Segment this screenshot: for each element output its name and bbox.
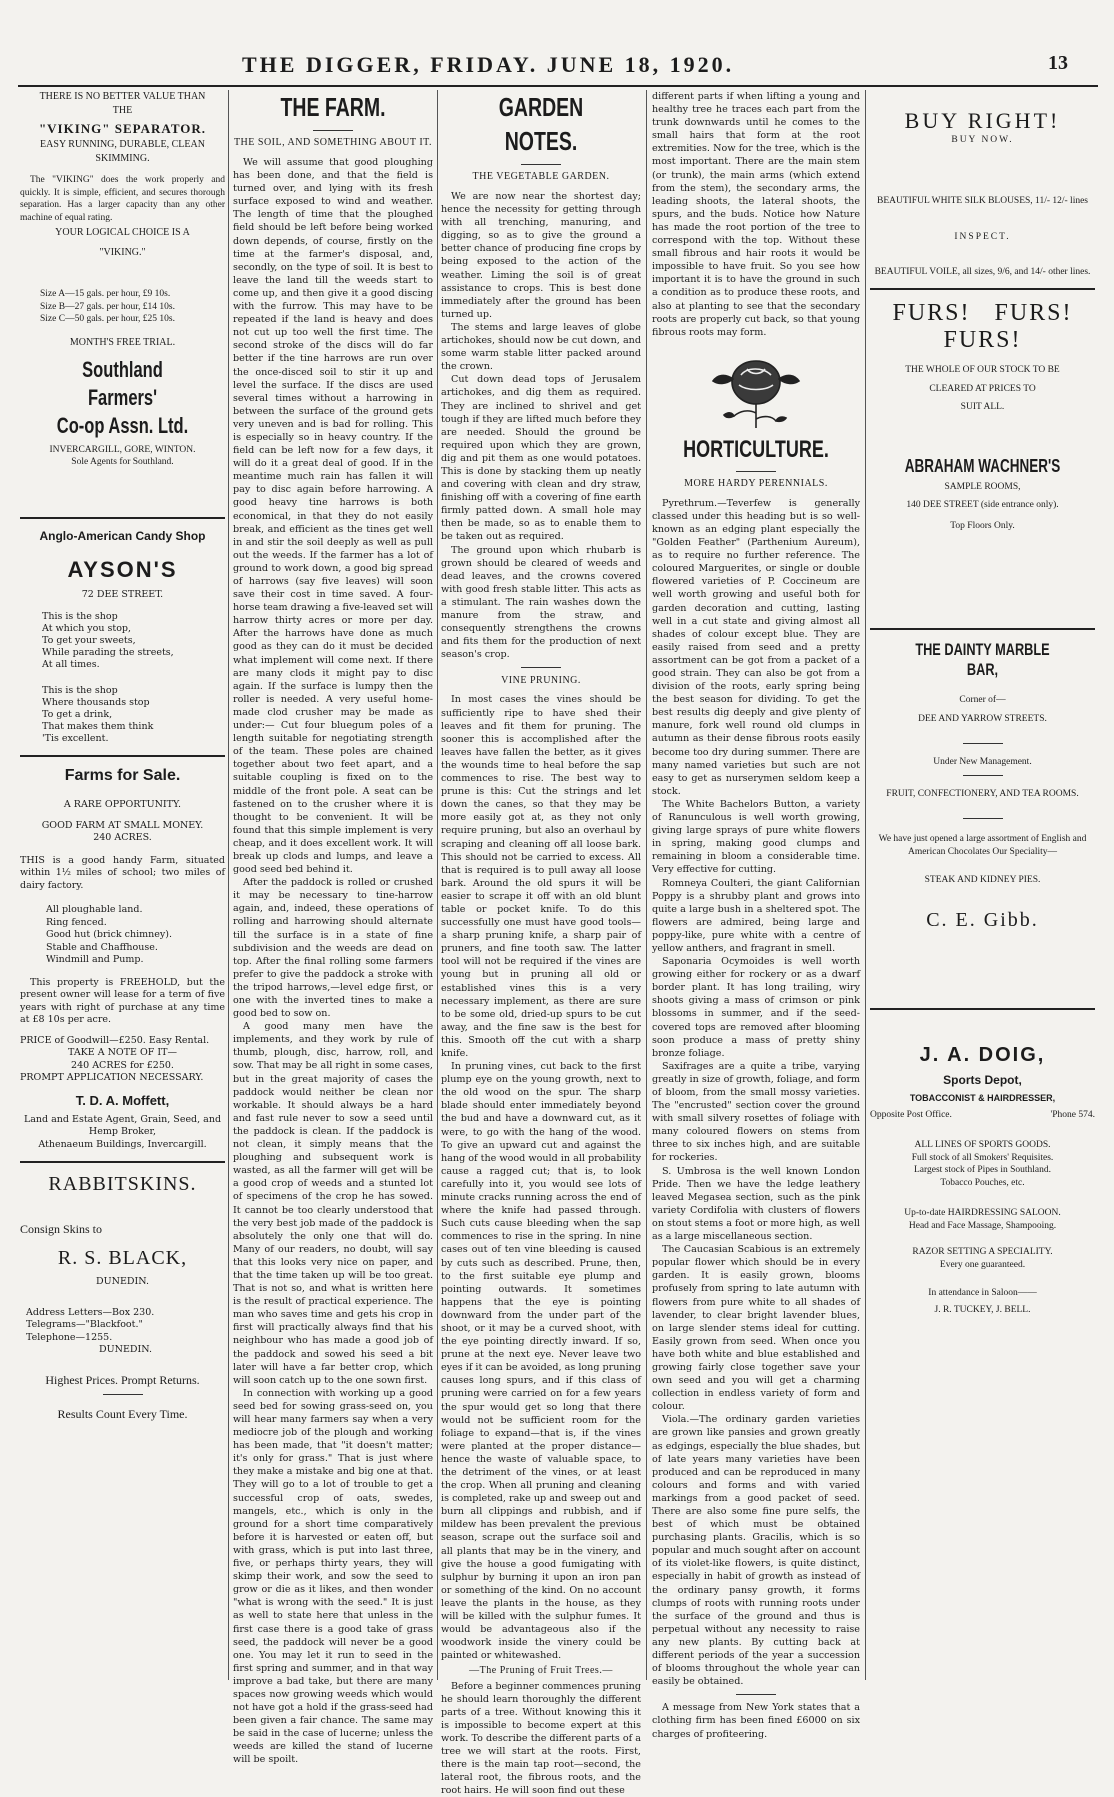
furs-ad: [870, 300, 1095, 532]
doig-razor: RAZOR SETTING A SPECIALITY.: [912, 1247, 1053, 1257]
viking-size-a: Size A—15 gals. per hour, £9 10s.: [40, 289, 171, 299]
column-ads-left: [20, 90, 225, 1680]
viking-company2: Co-op Assn. Ltd.: [56, 412, 189, 438]
furs-addr: 140 DEE STREET (side entrance only).: [906, 500, 1059, 510]
separator: [870, 1008, 1095, 1010]
column-divider: [865, 90, 866, 1680]
furs-line2: FURS!: [943, 327, 1022, 353]
vine-title: VINE PRUNING.: [501, 675, 581, 687]
farm-title: THE FARM.: [280, 92, 386, 122]
buyright-inspect: INSPECT.: [954, 232, 1011, 242]
doig-name: J. A. DOIG,: [919, 1043, 1046, 1066]
masthead: [0, 0, 1114, 86]
farms-opportunity: A RARE OPPORTUNITY.: [63, 799, 182, 810]
doig-attend: In attendance in Saloon——: [928, 1288, 1037, 1298]
viking-trial: MONTH'S FREE TRIAL.: [69, 336, 176, 348]
viking-ad: [20, 90, 225, 469]
rabbit-addr3: Telephone—1255.: [26, 1331, 113, 1343]
dainty-streets: DEE AND YARROW STREETS.: [918, 713, 1047, 724]
dainty-gibb: C. E. Gibb.: [926, 908, 1039, 931]
buy-right-ad: [870, 108, 1095, 278]
rabbitskins-ad: [20, 1173, 225, 1422]
buyright-voile: BEAUTIFUL VOILE, all sizes, 9/6, and 14/- other lines.: [874, 266, 1091, 277]
masthead-title: THE DIGGER, FRIDAY. JUNE 18, 1920.: [242, 52, 735, 77]
farms-agent: T. D. A. Moffett,: [75, 1092, 170, 1108]
doig-salon: Up-to-date HAIRDRESSING SALOON.: [904, 1208, 1061, 1218]
farms-freehold: This property is FREEHOLD, but the present owner will lease for a term of five years with right of purchase at any time at £8 10s per acre.: [20, 976, 225, 1025]
doig-massage: Head and Face Massage, Shampooing.: [908, 1220, 1057, 1231]
rabbit-addr4: DUNEDIN.: [99, 1344, 152, 1355]
dainty-title: THE DAINTY MARBLE BAR,: [915, 640, 1050, 679]
farms-price: PRICE of Goodwill—£250. Easy Rental.: [20, 1034, 210, 1046]
ayson-shop: Anglo-American Candy Shop: [39, 528, 206, 543]
farm-body: We will assume that good ploughing has been done, and that the field is turned over, and lying with its fresh surface exposed to wind and weather. The length of time that the ploughed field should be left before being worked down depends, of course, firstly on the time at the farmer's disposal, and, secondly, on the type of soil. It is best to leave the land till the weeds start to come up, and then give it a good discing with the furrow. This may have to be repeated if the land is heavy and does not cut up too well the first time. The second stroke of the discs will do far better if the tine harrows are run over the once-disced soil to stir it up and level the surface. If the discs are used several times without a harrowing in between the surface of the ground gets very uneven and is bad for rolling. This is especially so in heavy country. If the field can be left now for a few days, it will do it a great deal of good. If in the meantime much rain has fallen it will pay to disc again before harrowing. A good heavy tine harrows is both economical, in that they do not easily break, and efficient as the tines get well in and stir the soil deeply as well as pull out the weeds. If the farmer has a lot of ground to work down, a good big spread of harrows (say five leaves) will soon save their cost in time saved. A four-horse team drawing a five-leaved set will harrow thirty acres or more per day. After the harrows have done as much good as they can do it must be decided what implement will come next. If there are many clods it might pay to disc again. If the surface is lumpy then the roller is needed. A very useful home-made clod crusher may be made as under:— Cut four bluegum poles of a length suitable for negotiating strength of the team. These poles are chained together about two feet apart, and a suitable coupling is fixed on to the middle of the front pole. A seat can be fastened on to the crusher where it is thought to be convenient. It will be found that this simple implement is very cheap, and it does excellent work. It will break up clods and lumps, and leave a good seed bed behind it. After the paddock is rolled or crushed it may be necessary to tine-harrow again, and, indeed, these operations of rolling and harrowing should alternate till the surface is in a state of fine subdivision and the weeds are dead on top. After the final rolling some farmers prefer to give the paddock a stroke with the tripod harrows,—level edge first, or one with the inverted tines to make a good bed to sow on. A good many men have the implements, and they work by rule of thumb, plough, disc, harrow, roll, and sow. That may be all right in some cases, but in the great majority of cases the paddock would neither be clean nor workable. It should always be a hard and fast rule never to sow a seed until the paddock is clean. If the paddock is not clean, it simply means that the ploughing and subsequent work is wasted, as all the farmer will get will be a good crop of weeds and a stunted lot of specimens of the crop he has sowed. It cannot be too clearly understood that the very best job made of the paddock is absolutely the only one that will do. Many of our readers, no doubt, will say that this looks very nice on paper, and that the time taken up will be too great. That is not so, and what is written here is the result of practical experience. The man who saves time and gets his crop in first will practically always find that his neighbour who has made a good job of the paddock and sowed his seed a bit later will have a far better crop, which will soon catch up to the one sown first. In connection with working up a good seed bed for sowing grass-seed on, you will hear many farmers say when a very mediocre job of the plough and working has been made, that "it doesn't matter; it's only for grass." That is just where they make a mistake and big one at that. They will go to a lot of trouble to get a successful crop of oats, swedes, mangels, etc., which is only in the ground for a short time comparatively before it is harvested or eaten off, but with grass, which is put into last three, five, or perhaps thirty years, they will skimp their work, and sow the seed to grow or die as it likes, and then wonder "what is wrong with the seed." It is just as well to state here that unless in the first case there is a good take of grass seed, the paddock will never be a good one. You may let it run to seed in the first spring and summer, and in that way improve a bad take, but there are many spaces now growing weeds which would not have got a hold if the grass-seed had been given a fair chance. The same may be said in the case of lucerne; unless the weeds are killed the stand of lucerne will be spoilt.: [233, 157, 433, 1766]
doig-opp: Opposite Post Office.: [870, 1109, 952, 1120]
ayson-name: AYSON'S: [67, 556, 178, 582]
furs-body2: CLEARED AT PRICES TO: [929, 383, 1036, 394]
dainty-steak: STEAK AND KIDNEY PIES.: [924, 875, 1041, 885]
horti-subtitle: MORE HARDY PERENNIALS.: [684, 477, 828, 489]
doig-guarantee: Every one guaranteed.: [939, 1259, 1026, 1270]
farms-prompt: PROMPT APPLICATION NECESSARY.: [20, 1072, 204, 1083]
viking-choice2: "VIKING.": [99, 247, 146, 258]
farms-intro: THIS is a good handy Farm, situated within 1½ miles of school; two miles of dairy factory.: [20, 854, 225, 891]
doig-stock: Full stock of all Smokers' Requisites.: [911, 1152, 1054, 1163]
ayson-ad: [20, 529, 225, 746]
rabbit-consign: Consign Skins to: [20, 1222, 103, 1236]
separator: [20, 517, 225, 519]
viking-line2: THE: [112, 105, 133, 116]
furs-body1: THE WHOLE OF OUR STOCK TO BE: [905, 365, 1060, 375]
ayson-verse-2: This is the shop Where thousands stop To get a drink, That makes them think 'Tis excellent.: [42, 685, 154, 744]
garden-body: We are now near the shortest day; hence the necessity for getting through with all trenching, manuring, and digging, so as to give the ground a better chance of producing fine crops by being exposed to the action of the weather. Liming the soil is of great assistance to crops. This is best done immediately after the ground has been turned up. The stems and large leaves of globe artichokes, should now be cut down, and some warm stable litter packed around the crown. Cut down dead tops of Jerusalem artichokes, and dig them as required. They are inclined to shrivel and get tough if they are lifted much before they are needed. Should the ground be required upon which they are grown, dig and pit them as one would potatoes. This is done by stacking them up neatly and covering with clean and dry straw, finishing off with a covering of fine earth firmly patted down. A small hole may then be made, so as to enable them to be taken out as required. The ground upon which rhubarb is grown should be cleared of weeds and dead leaves, and the crowns covered with good fresh stable litter. This acts as a stimulant. The rain washes down the manure from the straw, and consequently strengthens the crowns and fits them for the production of next season's crop. VINE PRUNING. In most cases the vines should be sufficiently ripe to have shed their leaves and fit them for pruning. The sooner this is accomplished after the leaves have fallen the better, as it gives the wounds time to heal before the sap commences to rise. The best way to prune is this: Cut the strings and let down the canes, so that they may be more easily got at, as they not only require pruning, but also an overhaul by scraping and cleaning off all loose bark. This should not be carried to excess. All that is required is to pull away all loose bark. Around the old spurs it will be easier to scrape it off with an old blunt table or pocket knife. To do this successfully one must have good tools—a sharp pruning knife, a sharp pair of pruners, and fine tooth saw. The latter tool will not be required if the vines are young but in pruning all old or established vines this is a very necessary implement, as there are sure to be some old, dried-up spurs to be cut away, and the fine saw is the best for this. Smooth off the cut with a sharp knife. In pruning vines, cut back to the first plump eye on the young growth, next to the old wood on the spur. The sharp blade should enter immediately beyond the bud and have a downward cut, as it were, to go with the hang of the wood. To give an upward cut and against the hang of the wood would in all probability cause a ragged cut; that is, to look carefully into it, you would see lots of minute cracks running across the end of where the knife had passed through. Such cuts cause bleeding when the sap commences to rise in the spring. In nine cases out of ten vine bleeding is caused by cuts such as described. Prune, then, to the first suitable eye plump and pointing outwards. It sometimes happens that the eye is pointing downward from the under part of the shoot, or it may be a curved shoot, with the eye pointing directly inward. If so, prune at the next eye. Never leave two eyes if it can be avoided, as long pruning causes long spurs, and if this class of pruning were carried on for a few years the spur would get so long that there would not be sufficient room for the foliage to expand—that is, if the vines were planted at the proper distance—hence the waste of valuable space, to the detriment of the vines, or at least the crop. When all pruning and cleaning is completed, rake up and sweep out and burn all clippings and rubbish, and if mildew has been prevalent the previous season, scrape out the surface soil and all plants that may be in the vinery, and give the house a good fumigating with sulphur by burning it upon an iron pan or something of the kind. On no account leave the plants in the house, as they will be killed with the sulphur fumes. It would be advantageous also if the woodwork inside the vinery could be painted or whitewashed. —The Pruning of Fruit Trees.— Before a beginner commences pruning he should learn thoroughly the different parts of a tree. Without knowing this it is impossible to become expert at this work. To describe the different parts of a tree we will start at the roots. First, there is the main tap root—second, the lateral root, the fibrous roots, and the root hairs. He will soon find out these: [441, 191, 642, 1797]
doig-pipes: Largest stock of Pipes in Southland.: [913, 1165, 1052, 1175]
viking-line3: EASY RUNNING, DURABLE, CLEAN SKIMMING.: [40, 139, 205, 164]
furs-floors: Top Floors Only.: [950, 520, 1015, 531]
horti-continued: different parts if when lifting a young and healthy tree he traces each part from the trunk downwards until he comes to the small hairs that form at the root extremities. Now for the tree, which is the most important. There are the main stem (or trunk), the main arms (which extend from the stem), the secondary arms, the leading shoots, the lateral shoots, the spurs, and the buds. Notice how Nature has made the root portion of the tree to correspond with the top. Without these small fibrous and hair roots it would be impossible to have fruit. So you see how important it is to have the ground in such a condition as to produce these roots, and also at planting to see that the secondary roots are properly cut back, so that young fibrous roots may form.: [652, 91, 860, 338]
rabbit-slogan2: Results Count Every Time.: [57, 1406, 188, 1421]
dainty-corner: Corner of—: [959, 695, 1006, 705]
separator: [870, 288, 1095, 290]
viking-towns: INVERCARGILL, GORE, WINTON.: [49, 444, 196, 455]
dainty-mgmt: Under New Management.: [933, 757, 1032, 767]
farm-subtitle: THE SOIL, AND SOMETHING ABOUT IT.: [233, 137, 433, 148]
column-divider: [437, 90, 438, 1680]
farms-title: Farms for Sale.: [64, 767, 181, 784]
doig-all: ALL LINES OF SPORTS GOODS.: [914, 1140, 1051, 1150]
dainty-fruit: FRUIT, CONFECTIONERY, AND TEA ROOMS.: [886, 788, 1079, 799]
rabbit-addr2: Telegrams—"Blackfoot.": [26, 1319, 143, 1330]
doig-depot: Sports Depot,: [943, 1072, 1022, 1087]
column-garden-notes: [441, 90, 642, 1797]
buyright-title: BUY RIGHT!: [904, 108, 1061, 133]
rabbit-title: RABBITSKINS.: [48, 1173, 197, 1195]
buyright-sub: BUY NOW.: [951, 135, 1014, 145]
rabbit-slogan1: Highest Prices. Prompt Returns.: [45, 1372, 200, 1387]
dainty-ad: [870, 640, 1095, 932]
doig-ad: [870, 1044, 1095, 1317]
farms-agent-desc: Land and Estate Agent, Grain, Seed, and Hemp Broker,: [23, 1113, 222, 1137]
column-horticulture: [652, 90, 861, 1740]
furs-rooms: SAMPLE ROOMS,: [944, 481, 1021, 492]
separator: [20, 755, 225, 757]
viking-choice1: YOUR LOGICAL CHOICE IS A: [55, 227, 190, 238]
separator: [870, 628, 1095, 630]
rose-illustration: [652, 349, 860, 435]
farms-agent-addr: Athenaeum Buildings, Invercargill.: [38, 1138, 207, 1150]
doig-pouches: Tobacco Pouches, etc.: [940, 1177, 1025, 1188]
fruit-title: —The Pruning of Fruit Trees.—: [469, 1665, 613, 1677]
farms-note2: 240 ACRES for £250.: [71, 1059, 174, 1071]
farms-line: GOOD FARM AT SMALL MONEY.: [41, 819, 204, 831]
ayson-street: 72 DEE STREET.: [81, 588, 164, 600]
buyright-blouses: BEAUTIFUL WHITE SILK BLOUSES, 11/- 12/- lines: [876, 195, 1088, 206]
masthead-rule: [18, 85, 1098, 87]
horti-title: HORTICULTURE.: [683, 435, 829, 463]
farms-note: TAKE A NOTE OF IT—: [68, 1047, 177, 1058]
column-the-farm: [233, 90, 433, 1766]
viking-size-c: Size C—50 gals. per hour, £25 10s.: [40, 314, 175, 324]
viking-line1: THERE IS NO BETTER VALUE THAN: [39, 91, 206, 102]
doig-phone: 'Phone 574.: [1050, 1109, 1095, 1120]
garden-subtitle: THE VEGETABLE GARDEN.: [472, 171, 610, 182]
furs-body3: SUIT ALL.: [960, 402, 1005, 412]
garden-title: GARDEN NOTES.: [498, 92, 584, 156]
viking-body: The "VIKING" does the work properly and quickly. It is simple, efficient, and secures thorough separation. Has a larger capacity than any other machine of equal rating.: [20, 175, 225, 223]
column-divider: [228, 90, 229, 1680]
doig-names: J. R. TUCKEY, J. BELL.: [934, 1304, 1031, 1315]
viking-size-b: Size B—27 gals. per hour, £14 10s.: [40, 301, 175, 312]
horti-body: Pyrethrum.—Teverfew is generally classed under this heading but is so well-known as an edging plant especially the "Golden Feather" (Parthenium Aureum), as to require no further reference. The coloured Marguerites, or single or double flowered varieties of P. Coccineum are well worth growing and useful both for garden decoration and cutting, lasting well in a cut state and giving almost all shades of colour except blue. They are easily raised from seed and a pretty assortment can be got from a packet of a good strain. They can also be got from a division of the roots, early spring being the best season for dividing. To get the best results dig deeply and give plenty of manure, fork well round old clumps in autumn as their dense fibrous roots easily become too dry during summer. There are many named varieties but such are not easy to get as nurserymen seldom keep a stock. The White Bachelors Button, a variety of Ranunculous is well worth growing, giving large sprays of pure white flowers in spring, making good clumps and remaining in bloom a considerable time. Very effective for cutting. Romneya Coulteri, the giant Californian Poppy is a shrubby plant and grows into quite a large bush in a sheltered spot. The flowers are admired, being large and poppy-like, pure white with a centre of yellow anthers, and fragrant in smell. Saponaria Ocymoides is well worth growing either for rockery or as a dwarf border plant. It has long trailing, wiry shoots giving a mass of crimson or pink blossoms in summer, and if the seed-covered tops are removed after blooming soon produce a mass of pretty shiny bronze foliage. Saxifrages are a quite a tribe, varying greatly in size of growth, foliage, and form of bloom, from the small mossy varieties. The "encrusted" section cover the ground with small silvery rosettes of foliage with many coloured flowers on stems from three to six inches high, and are suitable for rockeries. S. Umbrosa is the well known London Pride. Then we have the ledge leathery leaved Megasea section, such as the pink variety Cordifolia with clusters of flowers on stout stems a foot or more high, as well as a large miscellaneous section. The Caucasian Scabious is an extremely popular flower which should be in every garden. It is easily grown, blooms profusely from spring to late autumn with flowers from pure white to all shades of lavender, to clear bright lavender blues, on large slender stems ideal for cutting. Easily grown from seed. When once you have both white and blue established and growing fairly close together save your own seed and you will get a charming collection in endless variety of form and colour. Viola.—The ordinary garden varieties are grown like pansies and grown greatly as edgings, especially the blue shades, but of late years many varieties have been produced and can be reproduced in many colours and forms and with varied markings from a good packet of seed. There are also some fine pure selfs, the best of which must be obtained purchasing plants. Gracilis, which is so popular and much sought after on account of its violet-like flowers, is quite distinct, especially in habit of growth as instead of the ordinary pansy growth, it forms clumps of roots with running roots under the surface of the ground and thus is perpetual without any necessity to raise any new plants. By cutting back at different periods of the year a succession of blooms throughout the whole year can easily be obtained. A message from New York states that a clothing firm has been fined £6000 on six charges of profiteering.: [652, 497, 861, 1740]
rabbit-city: DUNEDIN.: [96, 1276, 149, 1287]
furs-name: ABRAHAM WACHNER'S: [904, 455, 1061, 476]
ayson-verse-1: This is the shop At which you stop, To get your sweets, While parading the streets, At all times.: [42, 611, 174, 670]
farms-ad: Farms for Sale. A RARE OPPORTUNITY. GOOD FARM AT SMALL MONEY. 240 ACRES. THIS is a good handy Farm, situated within 1½ miles of school; two miles of dairy factory. All ploughable land. Ring fenced. Good hut (brick chimney). Stable and Chaffhouse. Windmill and Pump. This property is FREEHOLD, but the present owner will lease for a term of five years with right of purchase at any time at £8 10s per acre. PRICE of Goodwill—£250. Easy Rental. TAKE A NOTE OF IT— 240 ACRES for £250. PROMPT APPLICATION NECESSARY. T. D. A. Moffett, Land and Estate Agent, Grain, Seed, and Hemp Broker, Athenaeum Buildings, Invercargill.: [20, 767, 225, 1150]
doig-trade: TOBACCONIST & HAIRDRESSER,: [909, 1092, 1056, 1103]
page-number: 13: [1048, 52, 1068, 74]
separator: [20, 1161, 225, 1163]
viking-company1: Southland Farmers': [82, 356, 163, 410]
rabbit-name: R. S. BLACK,: [57, 1247, 188, 1269]
column-ads-right: [870, 90, 1095, 1680]
viking-name: "VIKING" SEPARATOR.: [38, 121, 207, 136]
dainty-opened: We have just opened a large assortment of English and American Chocolates Our Speciality—: [878, 834, 1087, 857]
column-divider: [646, 90, 647, 1680]
furs-line1: FURS! FURS!: [892, 300, 1073, 326]
rabbit-addr1: Address Letters—Box 230.: [26, 1306, 155, 1318]
farms-acres: 240 ACRES.: [93, 832, 152, 843]
rose-icon: [711, 349, 801, 431]
viking-agents: Sole Agents for Southland.: [71, 457, 174, 467]
